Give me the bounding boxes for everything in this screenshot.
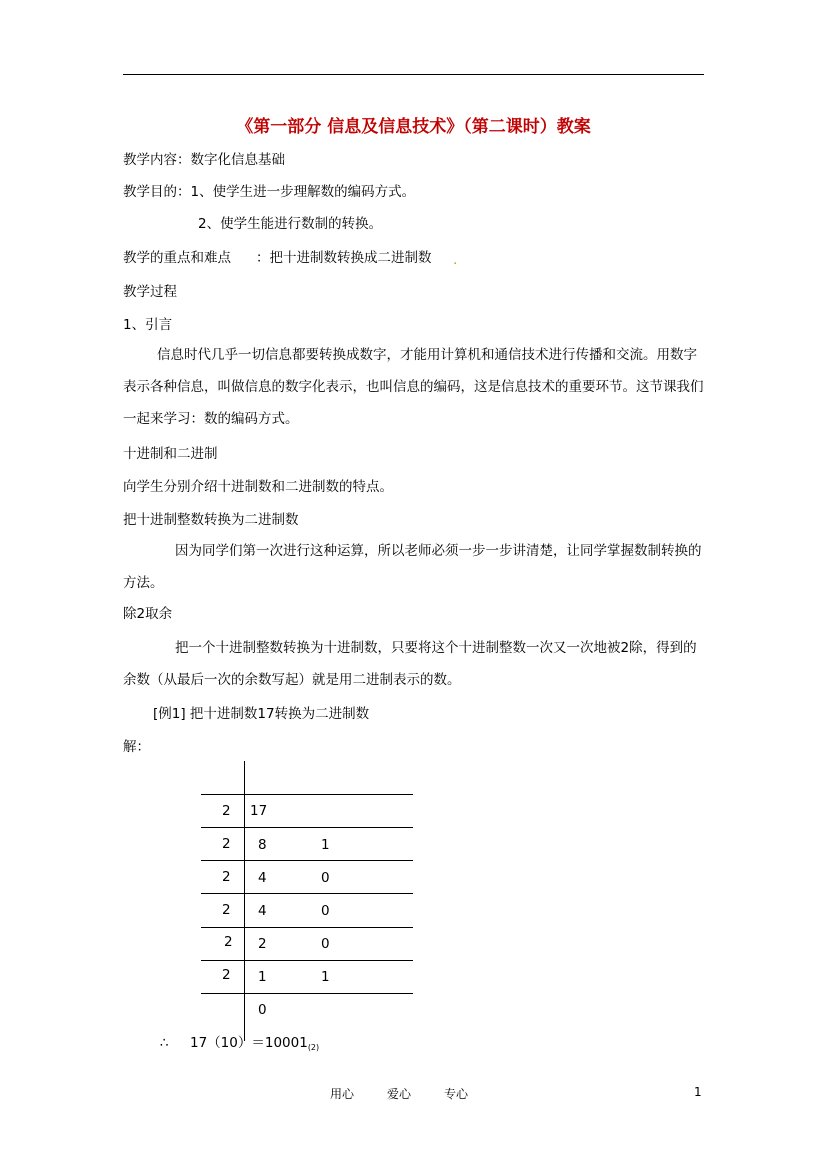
teaching-goal-1: 教学目的：1、使学生进一步理解数的编码方式。 xyxy=(123,184,416,200)
convert-paragraph: 因为同学们第一次进行这种运算，所以老师必须一步一步讲清楚，让同学掌握数制转换的方法。 xyxy=(123,543,702,591)
div2-paragraph: 把一个十进制整数转换为十进制数，只要将这个十进制整数一次又一次地被2除，得到的余数（从最后一次的余数写起）就是用二进制表示的数。 xyxy=(123,640,697,688)
therefore-symbol: ∴ xyxy=(160,1035,169,1051)
decimal-binary-heading: 十进制和二进制 xyxy=(123,446,218,462)
division-line xyxy=(201,827,413,828)
division-line xyxy=(201,960,413,961)
divisor: 2 xyxy=(222,902,231,918)
footer-motto-3: 专心 xyxy=(444,1087,469,1101)
divisor: 2 xyxy=(222,967,231,983)
quotient: 2 xyxy=(258,936,267,952)
result-line xyxy=(190,1033,319,1058)
solution-label: 解： xyxy=(123,739,150,755)
features-line: 向学生分别介绍十进制数和二进制数的特点。 xyxy=(123,479,393,495)
divisor: 2 xyxy=(222,869,231,885)
divisor: 2 xyxy=(222,803,231,819)
remainder: 0 xyxy=(321,936,330,952)
convert-heading: 把十进制整数转换为二进制数 xyxy=(123,512,299,528)
footer-motto-1: 用心 xyxy=(330,1087,355,1101)
division-vertical-line xyxy=(244,761,245,1041)
document-title: 《第一部分 信息及信息技术》（第二课时）教案 xyxy=(236,117,591,137)
division-line xyxy=(201,993,413,994)
key-points-mark: . xyxy=(453,252,458,268)
remainder: 1 xyxy=(321,969,330,985)
division-line xyxy=(201,893,413,894)
remainder: 1 xyxy=(321,837,330,853)
quotient: 1 xyxy=(258,969,267,985)
intro-paragraph: 信息时代几乎一切信息都要转换成数字，才能用计算机和通信技术进行传播和交流。用数字表示各种信息，叫做信息的数字化表示，也叫信息的编码，这是信息技术的重要环节。这节课我们一起来学习：数的编码方式。 xyxy=(123,347,704,427)
divisor: 2 xyxy=(224,934,233,950)
division-line xyxy=(201,860,413,861)
teaching-content: 教学内容：数字化信息基础 xyxy=(123,152,285,168)
quotient: 17 xyxy=(250,803,268,819)
remainder: 0 xyxy=(321,903,330,919)
example-line: [例1] 把十进制数17转换为二进制数 xyxy=(153,706,370,722)
page-number: 1 xyxy=(694,1085,702,1099)
remainder: 0 xyxy=(321,870,330,886)
divisor: 2 xyxy=(222,836,231,852)
quotient: 0 xyxy=(258,1002,267,1018)
quotient: 4 xyxy=(258,870,267,886)
intro-heading: 1、引言 xyxy=(123,317,173,333)
quotient: 8 xyxy=(258,837,267,853)
footer-motto-2: 爱心 xyxy=(387,1087,412,1101)
division-line xyxy=(201,794,413,795)
key-points-label: 教学的重点和难点 xyxy=(123,250,231,266)
division-line xyxy=(201,927,413,928)
header-rule xyxy=(123,74,704,75)
key-points-value: ：把十进制数转换成二进制数 xyxy=(256,250,432,266)
quotient: 4 xyxy=(258,903,267,919)
div2-heading: 除2取余 xyxy=(123,606,173,622)
teaching-goal-2: 2、使学生能进行数制的转换。 xyxy=(198,216,383,232)
result-text: 17（10）＝10001 xyxy=(190,1035,308,1051)
teaching-process: 教学过程 xyxy=(123,284,177,300)
result-subscript: (2) xyxy=(307,1043,320,1052)
